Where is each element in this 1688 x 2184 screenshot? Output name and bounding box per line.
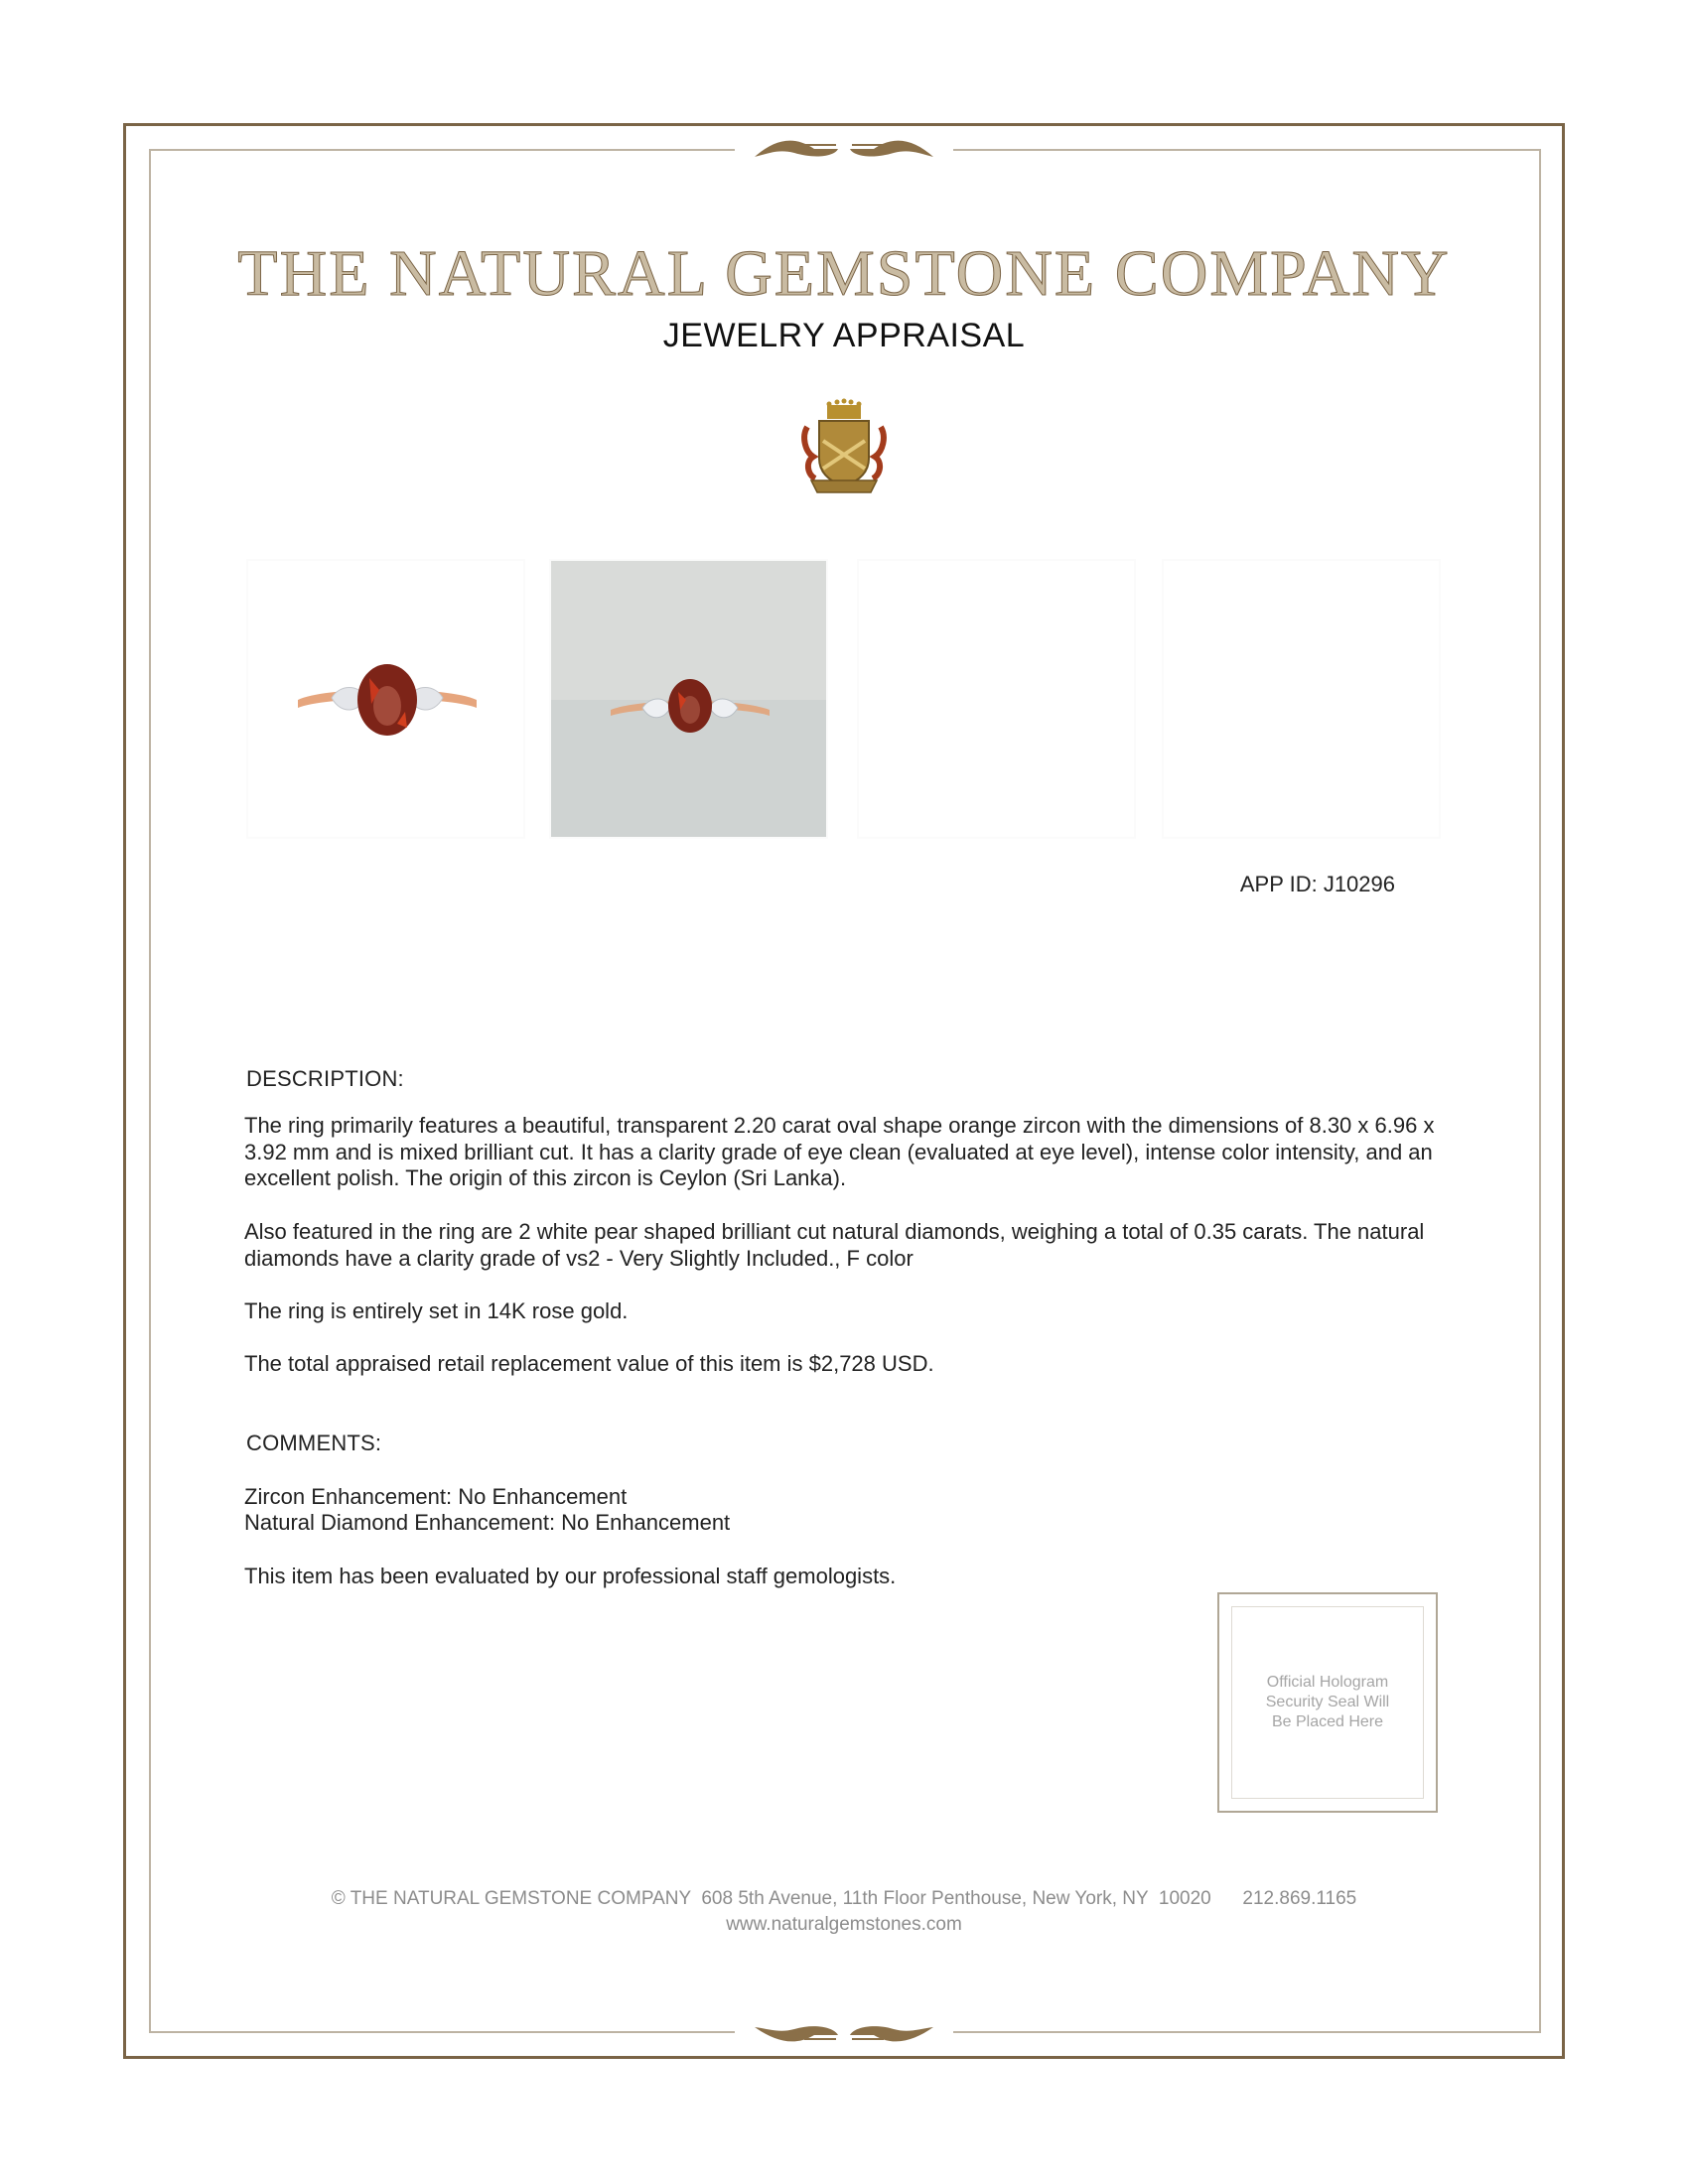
company-name-title: THE NATURAL GEMSTONE COMPANY xyxy=(237,237,1451,310)
description-paragraph-gemstone: The ring primarily features a beautiful, transparent 2.20 carat oval shape orange zircon with the dimensions of 8.30 x 6.96 x 3.92 mm and is mixed brilliant cut. It has a clarity grade of eye clean (evaluated at eye level), intense color intensity, and an excellent polish. The origin of this zircon is Ceylon (Sri Lanka). xyxy=(244,1113,1435,1191)
empty-photo-slot-3 xyxy=(859,561,1134,837)
hologram-text-line-2: Security Seal Will xyxy=(1265,1694,1390,1710)
hologram-seal-text xyxy=(1266,1673,1389,1732)
item-photo-2[interactable] xyxy=(551,561,826,837)
bottom-flourish-ornament-icon xyxy=(735,2013,953,2053)
comment-diamond-enhancement: Natural Diamond Enhancement: No Enhancement xyxy=(244,1510,731,1535)
document-title: JEWELRY APPRAISAL xyxy=(662,317,1026,354)
comment-evaluation-note: This item has been evaluated by our professional staff gemologists. xyxy=(244,1564,897,1588)
description-paragraph-metal: The ring is entirely set in 14K rose gold. xyxy=(244,1298,629,1323)
description-label: DESCRIPTION: xyxy=(246,1066,404,1091)
item-photo-gallery xyxy=(248,561,1440,837)
comment-zircon-enhancement: Zircon Enhancement: No Enhancement xyxy=(244,1484,628,1509)
hologram-seal-placeholder xyxy=(1217,1592,1438,1813)
comments-label: COMMENTS: xyxy=(246,1431,382,1455)
description-paragraph-value: The total appraised retail replacement value of this item is $2,728 USD. xyxy=(244,1351,934,1376)
hologram-text-line-3: Be Placed Here xyxy=(1271,1713,1384,1730)
footer-company-address: © THE NATURAL GEMSTONE COMPANY 608 5th Avenue, 11th Floor Penthouse, New York, NY 10020 212.869.1165 xyxy=(331,1888,1357,1909)
company-crest-logo-icon xyxy=(799,397,889,496)
description-paragraph-diamonds: Also featured in the ring are 2 white pear shaped brilliant cut natural diamonds, weighing a total of 0.35 carats. The natural diamonds have a clarity grade of vs2 - Very Slightly Included., F color xyxy=(244,1219,1425,1271)
empty-photo-slot-4 xyxy=(1164,561,1439,837)
appraisal-id: APP ID: J10296 xyxy=(1239,872,1395,896)
footer-website-link[interactable]: www.naturalgemstones.com xyxy=(726,1914,962,1935)
item-photo-1[interactable] xyxy=(248,561,523,837)
hologram-text-line-1: Official Hologram xyxy=(1266,1674,1389,1691)
top-flourish-ornament-icon xyxy=(735,127,953,167)
hologram-seal-inner-frame xyxy=(1231,1606,1424,1799)
